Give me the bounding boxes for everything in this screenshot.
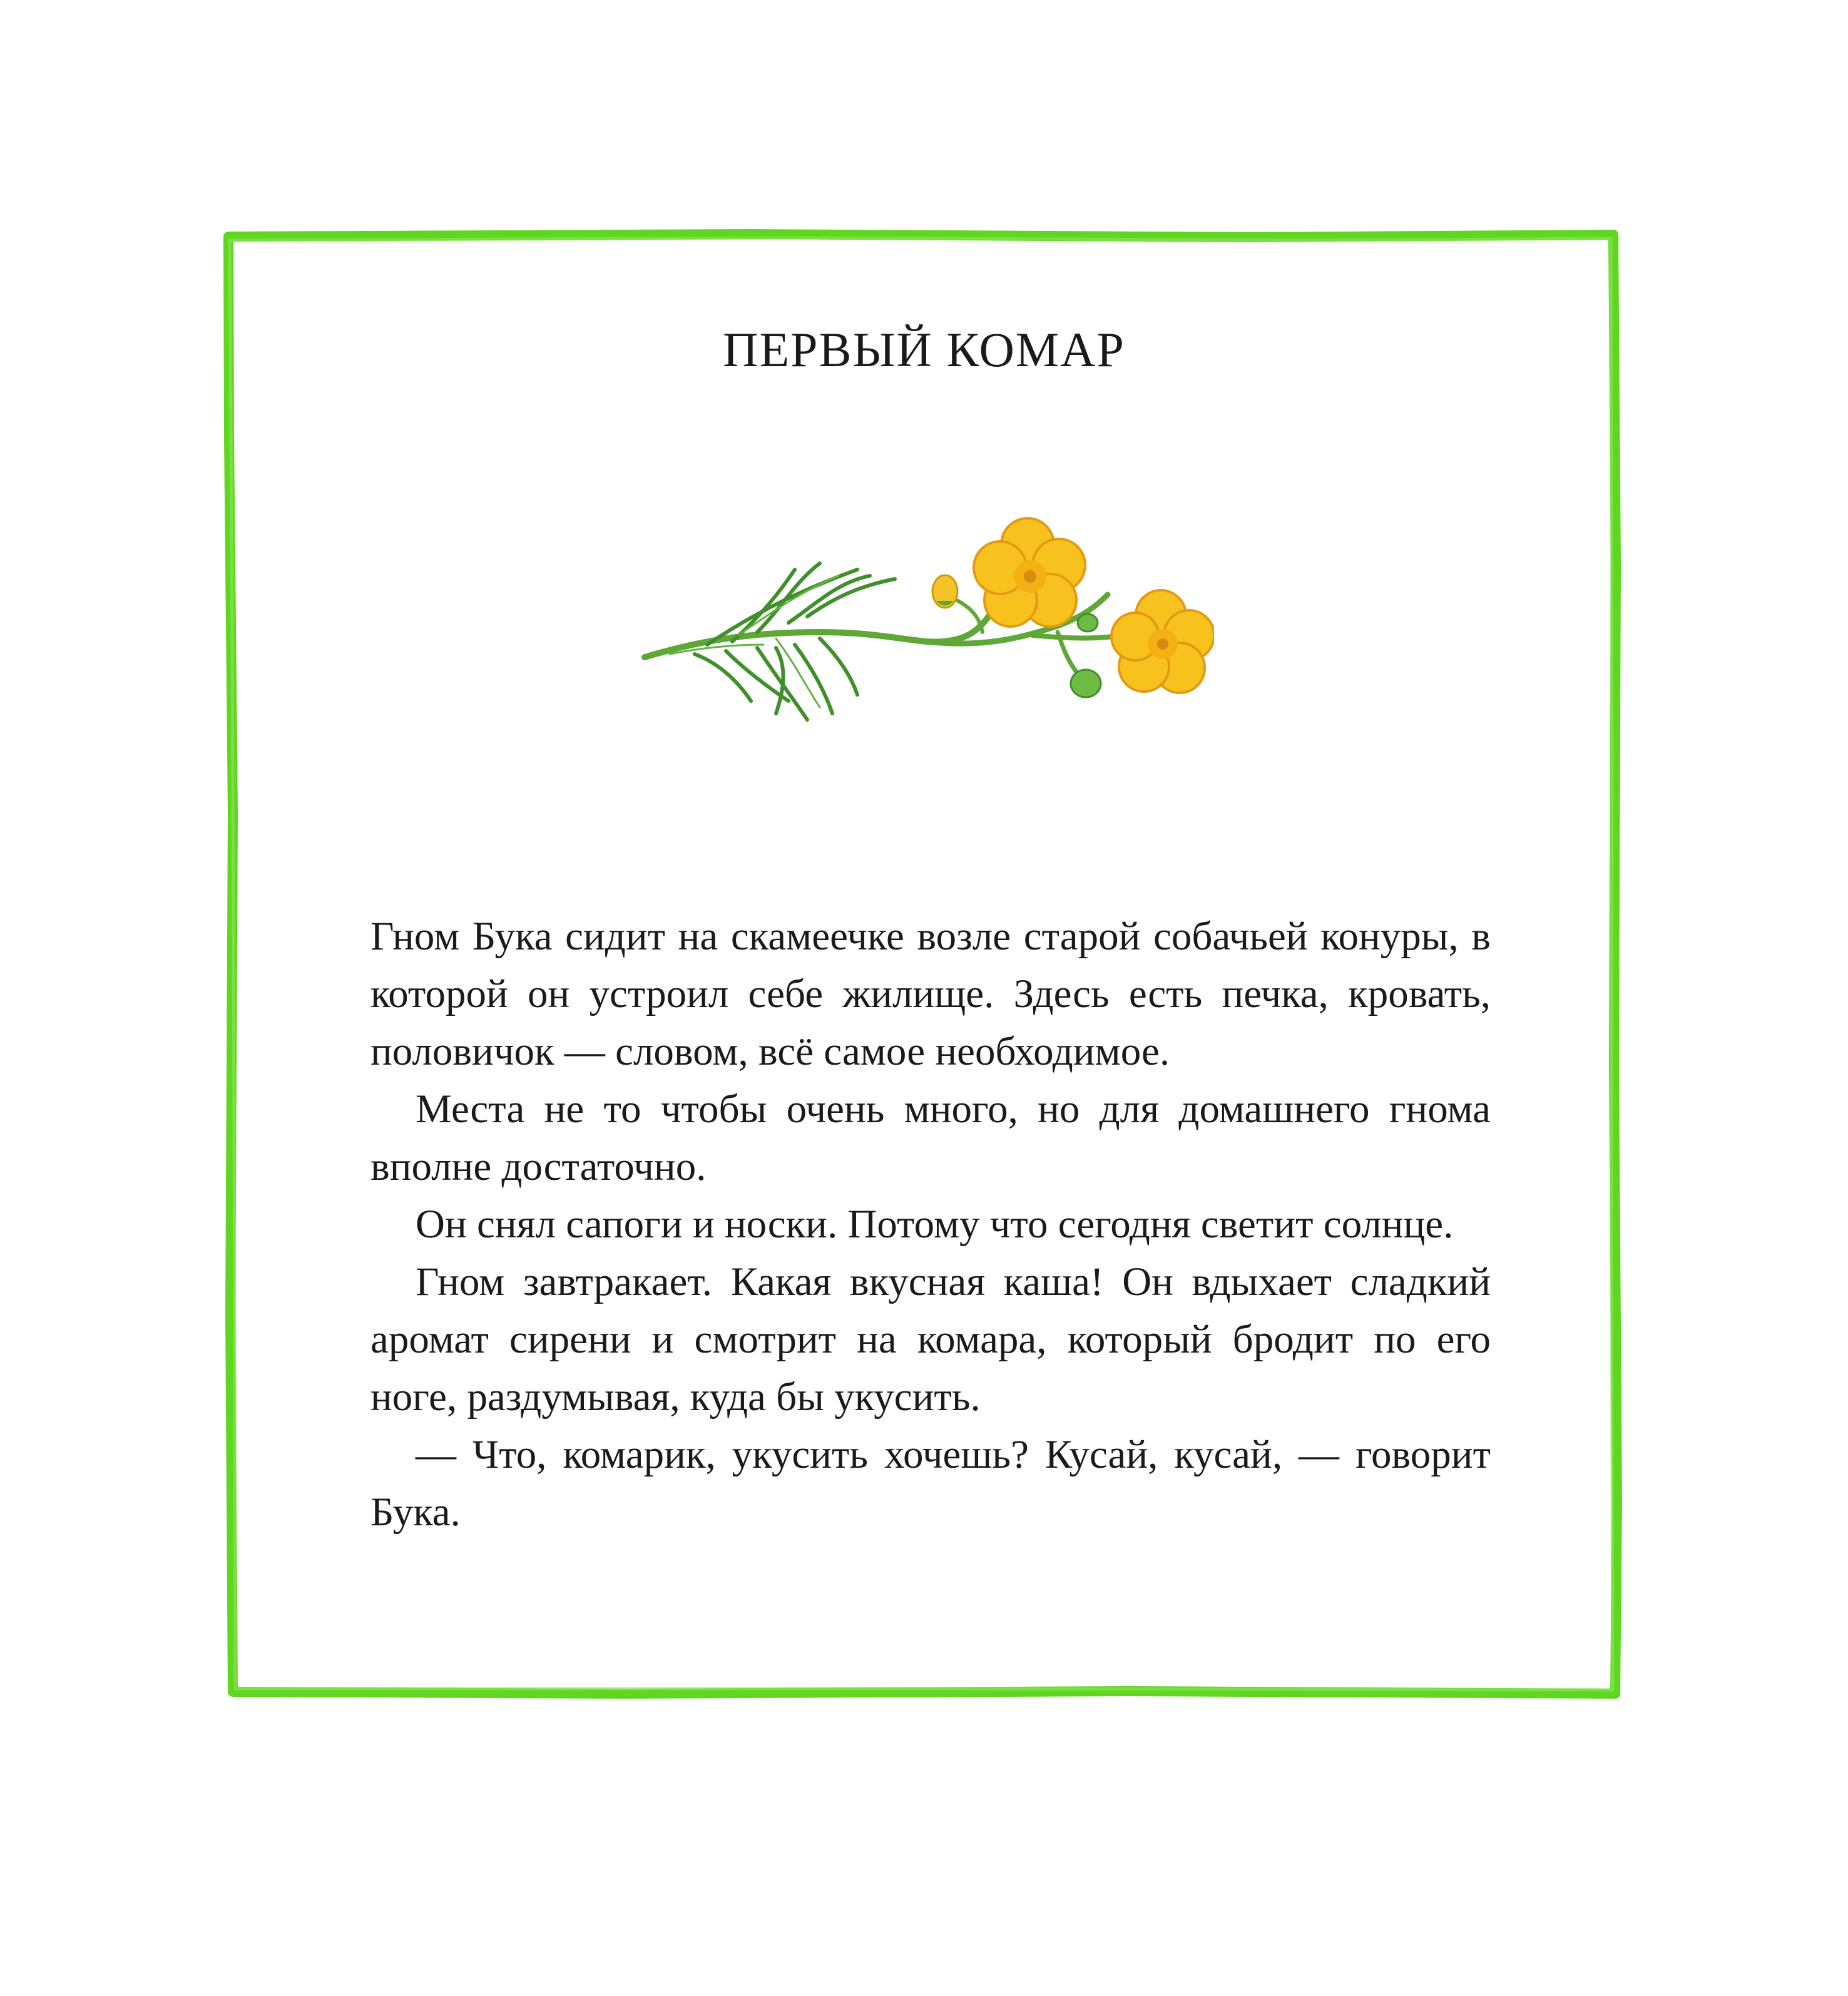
buttercup-flower-icon — [632, 513, 1214, 739]
chapter-title: ПЕРВЫЙ КОМАР — [723, 322, 1125, 377]
paragraph-1: Гном Бука сидит на скамеечке возле старой собачьей конуры, в которой он устроил себе жилище. Здесь есть печка, кровать, половичок — словом, всё самое необходимое. — [370, 914, 1491, 1074]
paragraph-4: Гном завтракает. Какая вкусная каша! Он вдыхает сладкий аромат сирени и смотрит на комара, который бродит по его ноге, раздумывая, куда бы укусить. — [370, 1259, 1491, 1420]
paragraph-5: — Что, комарик, укусить хочешь? Кусай, кусай, — говорит Бука. — [370, 1432, 1491, 1535]
paragraph-2: Места не то чтобы очень много, но для домашнего гнома вполне достаточно. — [370, 1087, 1491, 1189]
story-text — [370, 908, 1491, 1541]
paragraph-3: Он снял сапоги и носки. Потому что сегодня светит солнце. — [416, 1202, 1454, 1247]
